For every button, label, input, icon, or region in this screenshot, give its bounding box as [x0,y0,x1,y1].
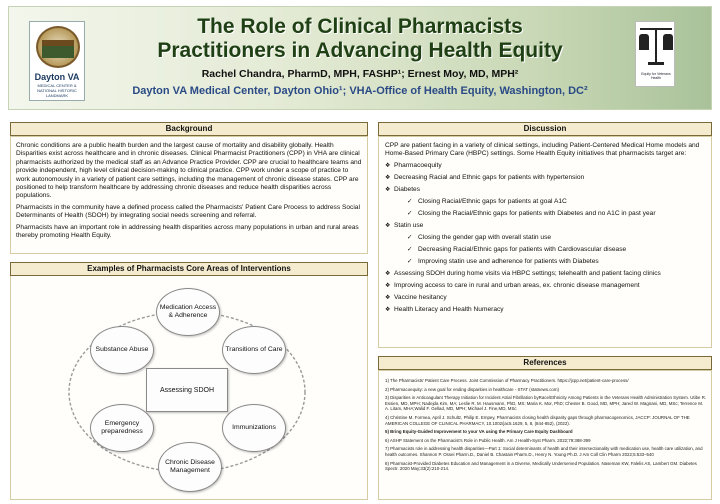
reference-item: 3) Disparities in Anticoagulant Therapy Initiation for Incident Atrial Fibrillation byRace/Ethnicity Among Patients in the Veterans Health Administration System. Utibe R. Essien, MD, MPH; Nadejda Kim, MA; Leslie R. M. Hausmann, PhD, MS; Maria K. Mor, PhD; Chester B. Good, MD, MPH; Jared W. Magnani, MD, MSc; Terrence M. A. Litam, MHA;Walid F. Gellad, MD, MPH; Michael J. Fine,MD, MSc [385,395,707,412]
background-paragraph: Pharmacists in the community have a defined process called the Pharmacists' Patient Care Process to address Social Determinants of Health (SDOH) by integrating social needs screening and referral. [16,203,360,220]
references-heading: References [378,356,712,370]
node-assessing-sdoh: Assessing SDOH [146,368,228,412]
discussion-intro: CPP are patient facing in a variety of clinical settings, including Patient-Centered Medical Home models and Home-Based Primary Care (HBPC) settings. Some Health Equity initiatives that pharmacists target are: [385,142,700,158]
title-line-2: Practitioners in Advancing Health Equity [157,39,563,62]
health-equity-logo [635,21,675,87]
logo-name: Dayton VA [34,72,80,82]
references-list [385,378,707,475]
bullet-item: ❖ Vaccine hesitancy [385,293,447,301]
discussion-heading: Discussion [378,122,712,136]
right-logo-caption: Equity for Veterans Health [641,72,671,80]
reference-item: 7) Pharmacists role in addressing health disparities—Part 1: Social determinants of health and their intersectionality with medication use, health care utilization, and health outcomes. Shannon P. Ossei Pharm.D., Daniel B. Chastain Pharm.D., Henry N. Young Ph.D. J Am Coll Clin Pharm 2022;5:533–540 [385,446,703,457]
reference-item: 4) Christine M. Formea, April J. Schultz, Philip E. Empey, Pharmacists closing health disparity gaps through pharmacogenomics, JACCP: JOURNAL OF THE AMERICAN COLLEGE OF CLINICAL PHARMACY, 10.1002/jac5.1629, 5, 8, (844-852), (2022). [385,414,690,426]
node-chronic-disease: Chronic Disease Management [158,442,222,492]
affiliation: Dayton VA Medical Center, Dayton Ohio¹; VHA-Office of Health Equity, Washington, DC² [132,85,588,97]
diamond-bullet-icon: ❖ [385,186,391,193]
node-medication-access: Medication Access & Adherence [156,288,220,336]
diamond-bullet-icon: ❖ [385,306,391,313]
bullet-item: ❖ Assessing SDOH during home visits via HBPC settings; telehealth and patient facing clinics [385,269,661,277]
reference-item: 1) The Pharmacists' Patient Care Process. Joint Commission of Pharmacy Practitioners. https://jcpp.net/patient-care-process/ [385,378,629,383]
reference-item: 5) Bring Equity-Guided Improvement to your VA using the Primary Care Equity Dashboard [385,429,573,435]
scale-pan-right-icon [663,34,673,50]
bullet-item: ❖ Decreasing Racial and Ethnic gaps for patients with hypertension [385,173,585,181]
checkmark-icon: ✓ [407,257,413,265]
checkmark-icon: ✓ [407,197,413,205]
sub-bullet-item: ✓ Decreasing Racial/Ethnic gaps for patients with Cardiovascular disease [407,245,627,253]
sub-bullet-item: ✓ Improving statin use and adherence for patients with Diabetes [407,257,599,265]
sub-bullet-item: ✓ Closing Racial/Ethnic gaps for patients at goal A1C [407,197,567,205]
bullet-item: ❖ Improving access to care in rural and urban areas, ex. chronic disease management [385,281,640,289]
bullet-item: ❖ Health Literacy and Health Numeracy [385,305,504,313]
reference-item: 8) Pharmacist-Provided Diabetes Education and Management in a Diverse, Medically Underserved Population. Naseman KW, Falelis AS, Lambert GM. Diabetes Spectr. 2020 May;33(2):210-214. [385,460,697,472]
bullet-item: ❖ Pharmacoequity [385,161,442,169]
discussion-text [385,142,705,318]
examples-heading: Examples of Pharmacists Core Areas of Interventions [10,262,368,276]
node-transitions-of-care: Transitions of Care [222,326,286,374]
bullet-item: ❖ Diabetes [385,185,421,193]
sub-bullet-item: ✓ Closing the Racial/Ethnic gaps for patients with Diabetes and no A1C in past year [407,209,656,217]
scale-pan-left-icon [639,34,649,50]
reference-item: 6) ASHP Statement on the Pharmacist's Role in Public Health. Am J Health-Syst Pharm. 2022;79:388-399 [385,437,591,443]
node-emergency-preparedness: Emergency preparedness [90,404,154,452]
building-icon [42,40,74,58]
diamond-bullet-icon: ❖ [385,222,391,229]
scale-base-icon [648,62,664,65]
diamond-bullet-icon: ❖ [385,162,391,169]
diamond-bullet-icon: ❖ [385,270,391,277]
interventions-diagram [10,274,368,500]
checkmark-icon: ✓ [407,245,413,253]
background-heading: Background [10,122,368,136]
node-substance-abuse: Substance Abuse [90,326,154,374]
logo-subtitle: MEDICAL CENTER & NATIONAL HISTORIC LANDMARK [37,83,77,98]
node-immunizations: Immunizations [222,404,286,452]
scale-pole-icon [655,28,657,62]
dayton-va-logo [29,21,85,101]
sub-bullet-item: ✓ Closing the gender gap with overall statin use [407,233,552,241]
diamond-bullet-icon: ❖ [385,174,391,181]
background-paragraph: Pharmacists have an important role in addressing health disparities across many populations in urban and rural areas thereby promoting Health Equity. [16,223,359,240]
diamond-bullet-icon: ❖ [385,282,391,289]
reference-item: 2) Pharmacoequity: a new goal for ending disparities in healthcare - STAT (statnews.com) [385,386,559,392]
title-line-1: The Role of Clinical Pharmacists [197,15,523,38]
background-paragraph: Chronic conditions are a public health burden and the largest cause of mortality and disability globally. Health Disparities exist across healthcare and in chronic diseases. Clinical Pharmacist Practitioners (CPP) in VHA are clinical pharmacists authorized by the medical staff as an Advance Practice Provider. CPP are crucial to healthcare teams and provide independent, high level clinical decision-making to clinical practice. CPP work under a scope of practice to work autonomously in a variety of patient care settings, including the management of chronic disease states. CPP are positioned to help transform healthcare by addressing chronic diseases and reduce health disparities across populations. [16,142,362,200]
background-text [16,142,364,243]
poster-title [100,15,620,63]
checkmark-icon: ✓ [407,233,413,241]
authors: Rachel Chandra, PharmD, MPH, FASHP¹; Ernest Moy, MD, MPH² [201,68,519,80]
diamond-bullet-icon: ❖ [385,294,391,301]
checkmark-icon: ✓ [407,209,413,217]
bullet-item: ❖ Statin use [385,221,424,229]
